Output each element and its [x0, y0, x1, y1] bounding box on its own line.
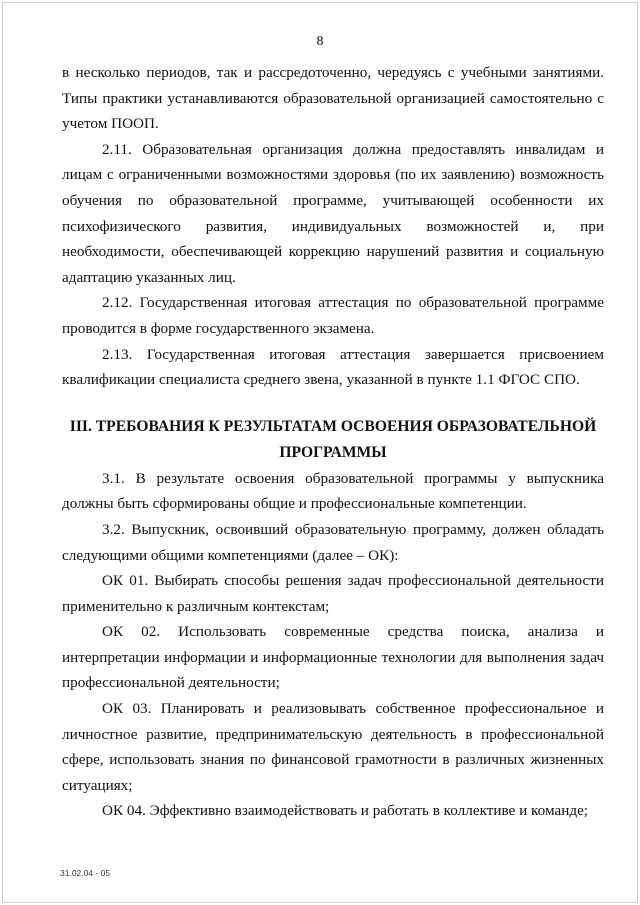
document-body: [62, 60, 604, 824]
paragraph-2-13: 2.13. Государственная итоговая аттестация завершается присвоением квалификации специалиста среднего звена, указанной в пункте 1.1 ФГОС СПО.: [62, 345, 604, 389]
competency-ok-04: ОК 04. Эффективно взаимодействовать и работать в коллективе и команде;: [102, 802, 589, 820]
page-number: 8: [316, 34, 324, 49]
competency-ok-02: ОК 02. Использовать современные средства поиска, анализа и интерпретации информации и информационные технологии для выполнения задач профессиональной деятельности;: [62, 623, 604, 692]
paragraph-3-2: 3.2. Выпускник, освоивший образовательную программу, должен обладать следующими общими компетенциями (далее – ОК):: [62, 520, 604, 564]
competency-ok-01: ОК 01. Выбирать способы решения задач профессиональной деятельности применительно к различным контекстам;: [62, 572, 604, 615]
section-heading-3: III. ТРЕБОВАНИЯ К РЕЗУЛЬТАТАМ ОСВОЕНИЯ ОБРАЗОВАТЕЛЬНОЙ ПРОГРАММЫ: [69, 417, 597, 461]
paragraph-2-11: 2.11. Образовательная организация должна предоставлять инвалидам и лицам с ограниченными возможностями здоровья (по их заявлению) возможность обучения по образовательной программе, учитывающей особенности их психофизического развития, индивидуальных возможностей и, при необходимости, обеспечивающей коррекцию нарушений развития и социальную адаптацию указанных лиц.: [62, 140, 604, 286]
footer-document-code: 31.02.04 - 05: [60, 868, 111, 878]
paragraph-2-12: 2.12. Государственная итоговая аттестация по образовательной программе проводится в форме государственного экзамена.: [62, 294, 604, 337]
competency-ok-03: ОК 03. Планировать и реализовывать собственное профессиональное и личностное развитие, предпринимательскую деятельность в профессиональной сфере, использовать знания по финансовой грамотности в различных жизненных ситуациях;: [62, 700, 604, 794]
paragraph-continuation: в несколько периодов, так и рассредоточенно, чередуясь с учебными занятиями. Типы практики устанавливаются образовательной организацией самостоятельно с учетом ПООП.: [62, 64, 604, 133]
paragraph-3-1: 3.1. В результате освоения образовательной программы у выпускника должны быть сформированы общие и профессиональные компетенции.: [62, 469, 604, 513]
